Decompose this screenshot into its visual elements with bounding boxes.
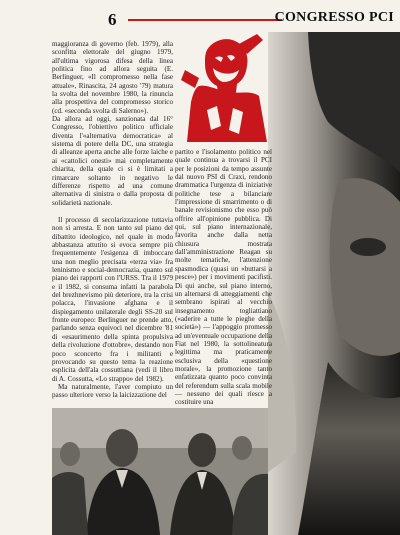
red-statue-illustration (177, 30, 271, 142)
portrait-photo (268, 32, 400, 535)
paragraph: maggioranza di governo (feb. 1979), alla sconfitta elettorale del giugno 1979, all'ultima vigorosa difesa della linea politica fino ad allora seguita (E. Berlinguer, «Il compromesso nella fase attuale», Rinascita, 24 agosto '79) matura la svolta del novembre 1980, la rinuncia alla prospettiva del compromesso storico (cd. «seconda svolta di Salerno»). (52, 40, 173, 115)
text-column-right (175, 148, 272, 407)
paragraph: partito e l'isolamento politico nel quale continua a trovarsi il PCI per le posizioni da tempo assunte dal nuovo PSI di Craxi, rendono drammatica l'urgenza di iniziative politiche tese a bilanciare l'impressione di smarrimento o di banale revisionismo che esso può offrire all'opinione pubblica. Di qui, sul piano internazionale, favorita anche dalla netta chiusura mostrata dall'amministrazione Reagan su molte tematiche, l'attenzione spasmodica (quasi un «buttarsi a pesce») per i movimenti pacifisti. Di qui anche, sul piano interno, un alternarsi di atteggiamenti che sembrano ispirati al vecchio insegnamento togliattiano («aderire a tutte le pieghe della società») — l'appoggio promesso ad un'eventuale occupazione della Fiat nel 1980, la sottolineatura legittima ma praticamente esclusiva della «questione morale», la promozione tanto enfatizzata quanto poco convinta del referendum sulla scala mobile — nessuno dei quali riesce a costituire una (175, 148, 272, 407)
text-column-left-top (52, 40, 173, 207)
header-title: CONGRESSO PCI (274, 10, 394, 25)
header-rule (128, 19, 282, 21)
text-column-left-lower (52, 216, 173, 400)
paragraph: Ma naturalmente, l'aver compiuto un passo ulteriore verso la laicizzazione del (52, 382, 173, 400)
page-number: 6 (108, 10, 117, 29)
paragraph: Il processo di secolarizzazione tuttavia non si arresta. E non tanto sul piano del dibattito ideologico, nel quale in modo abbastanza attutito si evoca sempre più frequentemente l'esigenza di imboccare una non meglio precisata «terza via» fra leninismo e social-democrazia, quanto sul piano dei rapporti con l'URSS. Tra il 1979 e il 1982, si consuma infatti la parabola del brezhnevismo più deteriore, tra la crisi polacca, l'invasione afghana e il dispiegamento unilaterale degli SS-20 sul fronte europeo: Berlinguer ne prende atto, parlando senza equivoci nel dicembre '81 di «esaurimento della spinta propulsiva della rivoluzione d'ottobre», destando non poco sconcerto fra i militanti e provocando su questo tema la reazione esplicita dell'ala cossuttiana (vedi il libro di A. Cossutta, «Lo strappo» del 1982). (52, 216, 173, 383)
leaders-photo (52, 408, 268, 535)
paragraph: Da allora ad oggi, sanzionata dal 16° Congresso, l'obiettivo politico ufficiale diventa l'«alternativa democratica» al sistema di potere della DC, una strategia di alleanze aperta anche alle forze laiche e ai «cattolici onesti» mai completamente chiarita, della quale ci si è limitati a rimarcare soltanto in negativo le differenze rispetto ad una comune alternativa di sinistra o dalla proposta di solidarietà nazionale. (52, 115, 173, 207)
